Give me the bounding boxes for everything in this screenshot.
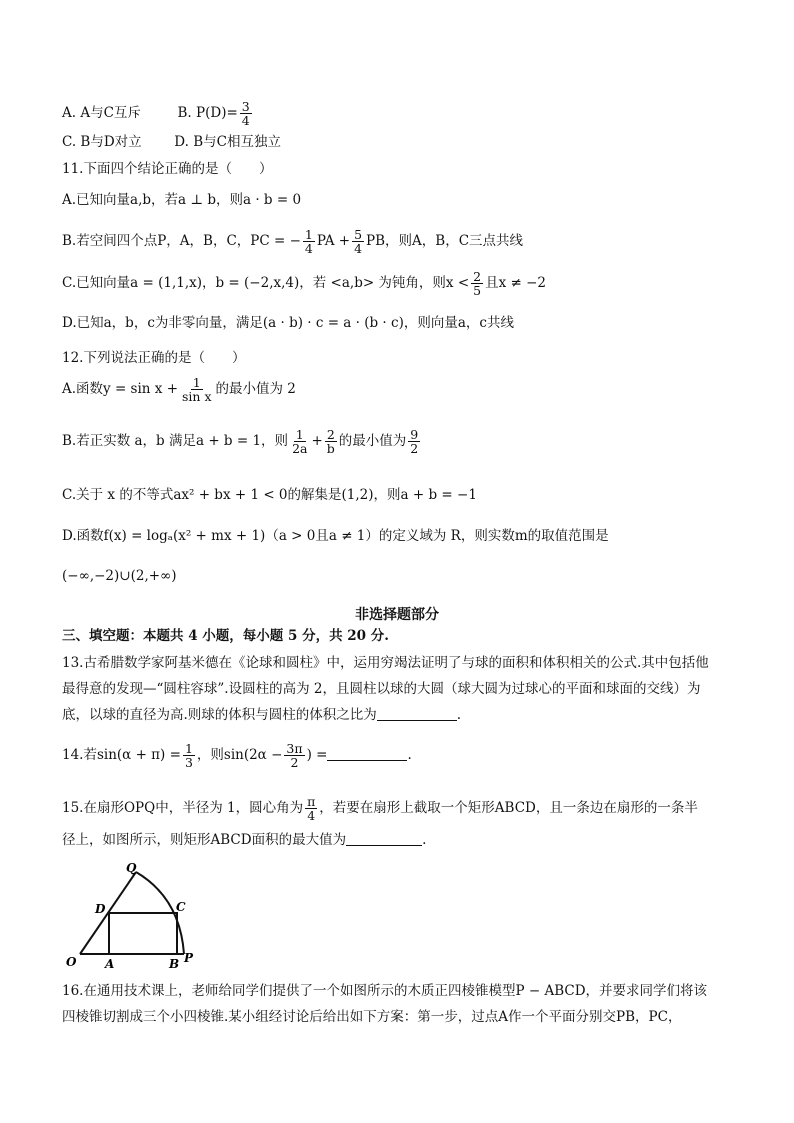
q14-answer-blank[interactable] [327,748,407,761]
q13-line2: 最得意的发现—“圆柱容球”.设圆柱的高为 2，且圆柱以球的大圆（球大圆为过球心的平面和球面的交线）为 [62,681,701,697]
q12-option-c: C.关于 x 的不等式ax² + bx + 1 < 0的解集是(1,2)，则a + b = −1 [62,487,477,503]
q12-option-d: D.函数f(x) = logₐ(x² + mx + 1)（a > 0且a ≠ 1）的定义域为 R，则实数m的取值范围是 [62,528,609,544]
label-c: C [176,900,186,914]
label-d: D [95,902,106,916]
q16-line2: 四棱锥切割成三个小四棱锥.某小组经讨论后给出如下方案：第一步，过点A作一个平面分别交PB，PC， [62,1009,682,1025]
rectangle-abcd [109,913,177,954]
q11-option-d: D.已知a，b，c为非零向量，满足(a · b) · c = a · (b · c)，则向量a，c共线 [62,315,514,331]
q15-line1: 15.在扇形OPQ中，半径为 1，圆心角为 $\frac{\pi}{4}$ ，若要在扇形上截取一个矩形ABCD，且一条边在扇形的一条半 [62,794,698,824]
q10-option-d: D. B与C相互独立 [174,134,281,150]
q11-option-a: A.已知向量a,b，若a ⊥ b，则a · b = 0 [62,192,302,208]
q10-option-b: B. P(D)= $\frac{3}{4}$ [177,99,250,129]
q15-line2: 径上，如图所示，则矩形ABCD面积的最大值为 . [62,832,427,848]
q11-option-c: C.已知向量a = (1,1,x)，b = (−2,x,4)，若 <a,b> 为钝角，则x < $\frac{2}{5}$ 且x ≠ −2 [62,269,547,299]
q15-answer-blank[interactable] [346,833,422,846]
q14-line: 14.若sin(α + π) = $\frac{1}{3}$ ，则sin(2α − $\frac{3\pi}{2}$ ) = . [62,741,412,771]
sector-figure [62,858,202,978]
q12-stem: 12.下列说法正确的是（ ） [62,350,246,366]
q16-line1: 16.在通用技术课上，老师给同学们提供了一个如图所示的木质正四棱锥模型P − ABCD，并要求同学们将该 [62,983,708,999]
q11-option-b: B.若空间四个点P，A，B，C，PC = − $\frac{1}{4}$ PA + $\frac{5}{4}$ PB，则A，B，C三点共线 [62,227,524,257]
label-p: P [184,951,194,965]
q11-stem: 11.下面四个结论正确的是（ ） [62,161,273,177]
q13-answer-blank[interactable] [377,708,457,721]
q10-option-c: C. B与D对立 [62,134,142,150]
label-q: Q [126,861,137,875]
q13-line3: 底，以球的直径为高.则球的体积与圆柱的体积之比为 . [62,707,462,723]
label-a: A [105,957,115,971]
q13-line1: 13.古希腊数学家阿基米德在《论球和圆柱》中，运用穷竭法证明了与球的面积和体积相关的公式.其中包括他 [62,655,709,671]
section-title: 非选择题部分 [355,607,439,623]
q10-options-row2 [62,134,281,150]
q12-option-b: B.若正实数 a，b 满足a + b = 1，则 $\frac{1}{2a}$ + $\frac{2}{b}$ 的最小值为 $\frac{9}{2}$ [62,427,419,457]
q10-option-a: A. A与C互斥 [62,105,141,122]
fill-in-heading: 三、填空题：本题共 4 小题，每小题 5 分，共 20 分. [62,628,389,644]
label-o: O [66,955,77,969]
q12-option-d-range: (−∞,−2)∪(2,+∞) [62,568,177,584]
q10-options-row1 [62,100,254,127]
q12-option-a: A.函数y = sin x + $\frac{1}{\text{sin x}}$ 的最小值为 2 [62,375,296,405]
label-b: B [169,957,180,971]
